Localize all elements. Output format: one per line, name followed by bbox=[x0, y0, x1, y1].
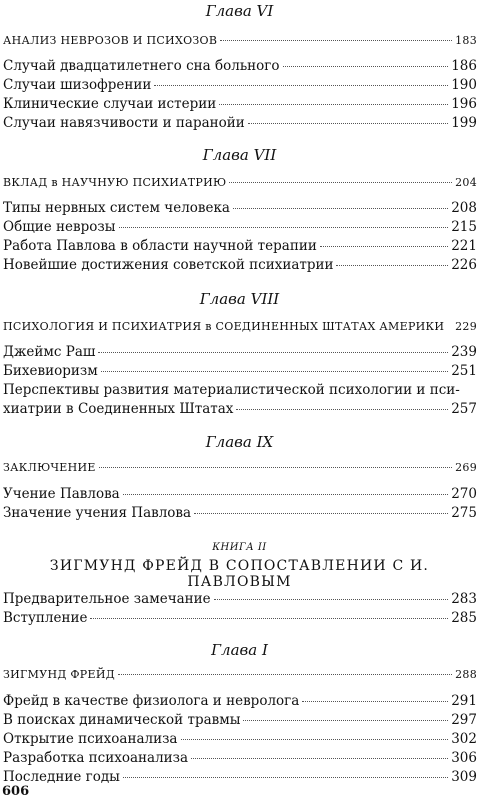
toc-title: Типы нервных систем человека bbox=[3, 200, 230, 216]
toc-chapter-title bbox=[3, 668, 477, 686]
toc-entry bbox=[3, 731, 477, 749]
toc-page: 186 bbox=[451, 58, 477, 74]
toc-title: В поисках динамической травмы bbox=[3, 712, 241, 728]
toc-title: Бихевиоризм bbox=[3, 363, 98, 379]
dot-leader bbox=[214, 598, 449, 600]
toc-page: 306 bbox=[451, 750, 477, 766]
toc-title: Клинические случаи истерии bbox=[3, 96, 217, 112]
dot-leader bbox=[98, 351, 448, 353]
toc-title: ЗАКЛЮЧЕНИЕ bbox=[3, 461, 96, 474]
dot-leader bbox=[302, 700, 448, 702]
toc-title: Предварительное замечание bbox=[3, 591, 211, 607]
toc-entry bbox=[3, 693, 477, 711]
dot-leader bbox=[123, 776, 448, 778]
toc-page: 283 bbox=[451, 591, 477, 607]
dot-leader bbox=[101, 370, 448, 372]
toc-chapter-title bbox=[3, 461, 477, 479]
toc-page: 297 bbox=[451, 712, 477, 728]
dot-leader bbox=[154, 84, 448, 86]
toc-page: 309 bbox=[451, 769, 477, 785]
toc-entry bbox=[3, 750, 477, 768]
dot-leader bbox=[219, 103, 448, 105]
dot-leader bbox=[447, 326, 452, 327]
chapter-heading: Глава VIII bbox=[199, 290, 280, 308]
toc-page: 199 bbox=[451, 115, 477, 131]
toc-entry bbox=[3, 363, 477, 381]
dot-leader bbox=[90, 617, 448, 619]
toc-entry bbox=[3, 610, 477, 628]
toc-entry bbox=[3, 219, 477, 237]
toc-page: 239 bbox=[451, 344, 477, 360]
toc-chapter-title bbox=[3, 176, 477, 194]
toc-entry bbox=[3, 200, 477, 218]
toc-title: Случаи навязчивости и паранойи bbox=[3, 115, 245, 131]
dot-leader bbox=[119, 226, 449, 228]
toc-entry bbox=[3, 58, 477, 76]
dot-leader bbox=[248, 122, 448, 124]
toc-page: 226 bbox=[451, 257, 477, 273]
toc-entry bbox=[3, 769, 477, 787]
chapter-heading: Глава IX bbox=[205, 433, 274, 451]
toc-page: 190 bbox=[451, 77, 477, 93]
toc-entry bbox=[3, 257, 477, 275]
toc-entry bbox=[3, 712, 477, 730]
dot-leader bbox=[194, 512, 448, 514]
toc-page: 275 bbox=[451, 505, 477, 521]
toc-chapter-title bbox=[3, 34, 477, 52]
toc-entry bbox=[3, 401, 477, 419]
dot-leader bbox=[181, 738, 449, 740]
toc-chapter-title bbox=[3, 320, 477, 338]
toc-page: 221 bbox=[451, 238, 477, 254]
toc-page: 251 bbox=[451, 363, 477, 379]
toc-title: ПСИХОЛОГИЯ И ПСИХИАТРИЯ в СОЕДИНЕННЫХ ШТАТАХ АМЕРИКИ bbox=[3, 320, 445, 333]
toc-entry bbox=[3, 344, 477, 362]
toc-title: ВКЛАД в НАУЧНУЮ ПСИХИАТРИЮ bbox=[3, 176, 227, 189]
toc-page: 229 bbox=[455, 320, 477, 333]
toc-entry bbox=[3, 96, 477, 114]
chapter-heading: Глава VII bbox=[202, 146, 277, 164]
toc-page: 204 bbox=[455, 176, 477, 189]
toc-title: Новейшие достижения советской психиатрии bbox=[3, 257, 334, 273]
toc-title: Открытие психоанализа bbox=[3, 731, 178, 747]
chapter-heading: Глава VI bbox=[205, 2, 274, 20]
toc-page: 302 bbox=[451, 731, 477, 747]
dot-leader bbox=[233, 207, 448, 209]
toc-entry bbox=[3, 505, 477, 523]
dot-leader bbox=[99, 466, 452, 468]
toc-title: Разработка психоанализа bbox=[3, 750, 189, 766]
toc-title: Фрейд в качестве физиолога и невролога bbox=[3, 693, 300, 709]
toc-entry bbox=[3, 115, 477, 133]
dot-leader bbox=[320, 245, 448, 247]
toc-title: Джеймс Раш bbox=[3, 344, 96, 360]
dot-leader bbox=[220, 39, 452, 41]
toc-entry bbox=[3, 486, 477, 504]
dot-leader bbox=[236, 408, 448, 410]
toc-entry bbox=[3, 238, 477, 256]
toc-page: 285 bbox=[451, 610, 477, 626]
toc-title: Случаи шизофрении bbox=[3, 77, 152, 93]
toc-title: АНАЛИЗ НЕВРОЗОВ И ПСИХОЗОВ bbox=[3, 34, 218, 47]
toc-title: хиатрии в Соединенных Штатах bbox=[3, 401, 234, 417]
toc-entry-line1: Перспективы развития материалистической психологии и пси- bbox=[3, 382, 460, 398]
toc-title: Случай двадцатилетнего сна больного bbox=[3, 58, 280, 74]
toc-page: 269 bbox=[455, 461, 477, 474]
toc-title: Значение учения Павлова bbox=[3, 505, 192, 521]
toc-title: Вступление bbox=[3, 610, 88, 626]
toc-entry bbox=[3, 77, 477, 95]
toc-page: 270 bbox=[451, 486, 477, 502]
chapter-heading: Глава I bbox=[211, 641, 268, 659]
book-label: КНИГА II bbox=[212, 542, 267, 553]
toc-page: 288 bbox=[455, 668, 477, 681]
toc-page: 196 bbox=[451, 96, 477, 112]
toc-title: Общие неврозы bbox=[3, 219, 116, 235]
dot-leader bbox=[191, 757, 448, 759]
dot-leader bbox=[229, 181, 452, 183]
dot-leader bbox=[118, 673, 452, 675]
dot-leader bbox=[336, 264, 448, 266]
dot-leader bbox=[123, 493, 448, 495]
toc-page: 215 bbox=[451, 219, 477, 235]
toc-page: 208 bbox=[451, 200, 477, 216]
toc-page: 257 bbox=[451, 401, 477, 417]
toc-title: ЗИГМУНД ФРЕЙД bbox=[3, 668, 115, 681]
page-number: 606 bbox=[2, 784, 30, 799]
dot-leader bbox=[283, 65, 449, 67]
dot-leader bbox=[243, 719, 448, 721]
toc-title: Учение Павлова bbox=[3, 486, 120, 502]
toc-page: 183 bbox=[455, 34, 477, 47]
toc-title: Работа Павлова в области научной терапии bbox=[3, 238, 317, 254]
book-title: ЗИГМУНД ФРЕЙД В СОПОСТАВЛЕНИИ С И. ПАВЛОВЫМ bbox=[49, 558, 430, 590]
toc-entry bbox=[3, 591, 477, 609]
toc-title: Последние годы bbox=[3, 769, 120, 785]
toc-page: 291 bbox=[451, 693, 477, 709]
